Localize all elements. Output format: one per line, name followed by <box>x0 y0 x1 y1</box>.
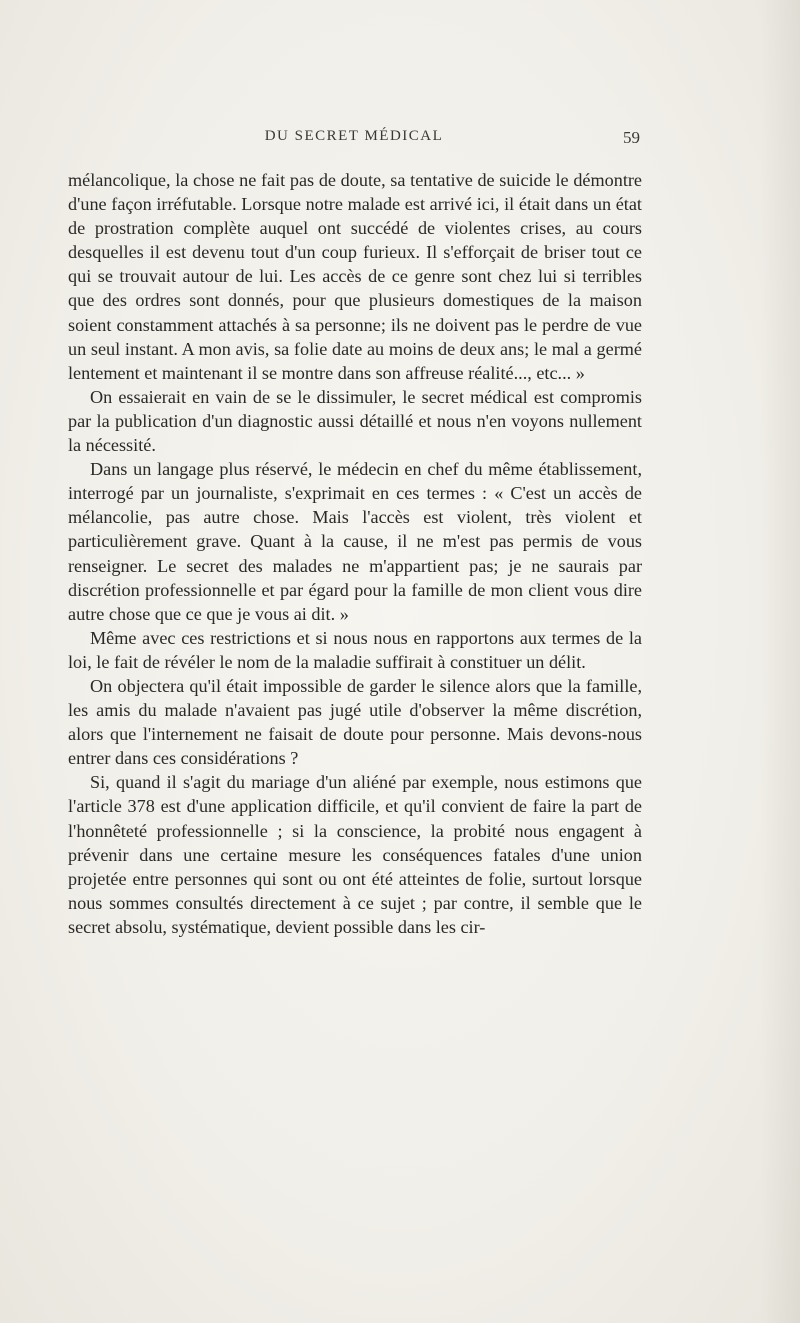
paragraph-2: On essaierait en vain de se le dissimuler, le secret médical est compromis par la publication d'un diagnostic aussi détaillé et nous n'en voyons nullement la nécessité. <box>68 386 642 456</box>
paragraph-6: Si, quand il s'agit du mariage d'un aliéné par exemple, nous estimons que l'article 378 est d'une application difficile, et qu'il convient de faire la part de l'honnêteté professionnelle ; si la conscience, la probité nous engagent à prévenir dans une certaine mesure les conséquences fatales d'une union projetée entre personnes qui sont ou ont été atteintes de folie, surtout lorsque nous sommes consultés directement à ce sujet ; par contre, il semble que le secret absolu, systématique, devient possible dans les cir- <box>68 772 642 937</box>
paragraph-5: On objectera qu'il était impossible de garder le silence alors que la famille, les amis du malade n'avaient pas jugé utile d'observer la même discrétion, alors que l'internement ne faisait de doute pour personne. Mais devons-nous entrer dans ces considérations ? <box>68 675 642 769</box>
paragraph-4: Même avec ces restrictions et si nous nous en rapportons aux termes de la loi, le fait de révéler le nom de la maladie suffirait à constituer un délit. <box>68 627 642 672</box>
page-header <box>68 128 640 154</box>
paragraph-3: Dans un langage plus réservé, le médecin en chef du même établissement, interrogé par un journaliste, s'exprimait en ces termes : « C'est un accès de mélancolie, pas autre chose. Mais l'accès est violent, très violent et particulièrement grave. Quant à la cause, il ne m'est pas permis de vous renseigner. Le secret des malades ne m'appartient pas; je ne saurais par discrétion professionnelle et par égard pour la famille de mon client vous dire autre chose que ce que je vous ai dit. » <box>68 459 642 624</box>
page-number: 59 <box>623 128 640 147</box>
paragraph-1: mélancolique, la chose ne fait pas de doute, sa tentative de suicide le démontre d'une façon irréfutable. Lorsque notre malade est arrivé ici, il était dans un état de prostration complète auquel ont succédé de violentes crises, au cours desquelles il est devenu tout d'un coup furieux. Il s'efforçait de briser tout ce qui se trouvait autour de lui. Les accès de ce genre sont chez lui si terribles que des ordres sont donnés, pour que plusieurs domestiques de la maison soient constamment attachés à sa personne; ils ne doivent pas le perdre de vue un seul instant. A mon avis, sa folie date au moins de deux ans; le mal a germé lentement et maintenant il se montre dans son affreuse réalité..., etc... » <box>68 170 642 383</box>
running-title: DU SECRET MÉDICAL <box>264 128 444 144</box>
page-edge-shadow <box>760 0 800 1323</box>
body-text <box>68 168 642 939</box>
